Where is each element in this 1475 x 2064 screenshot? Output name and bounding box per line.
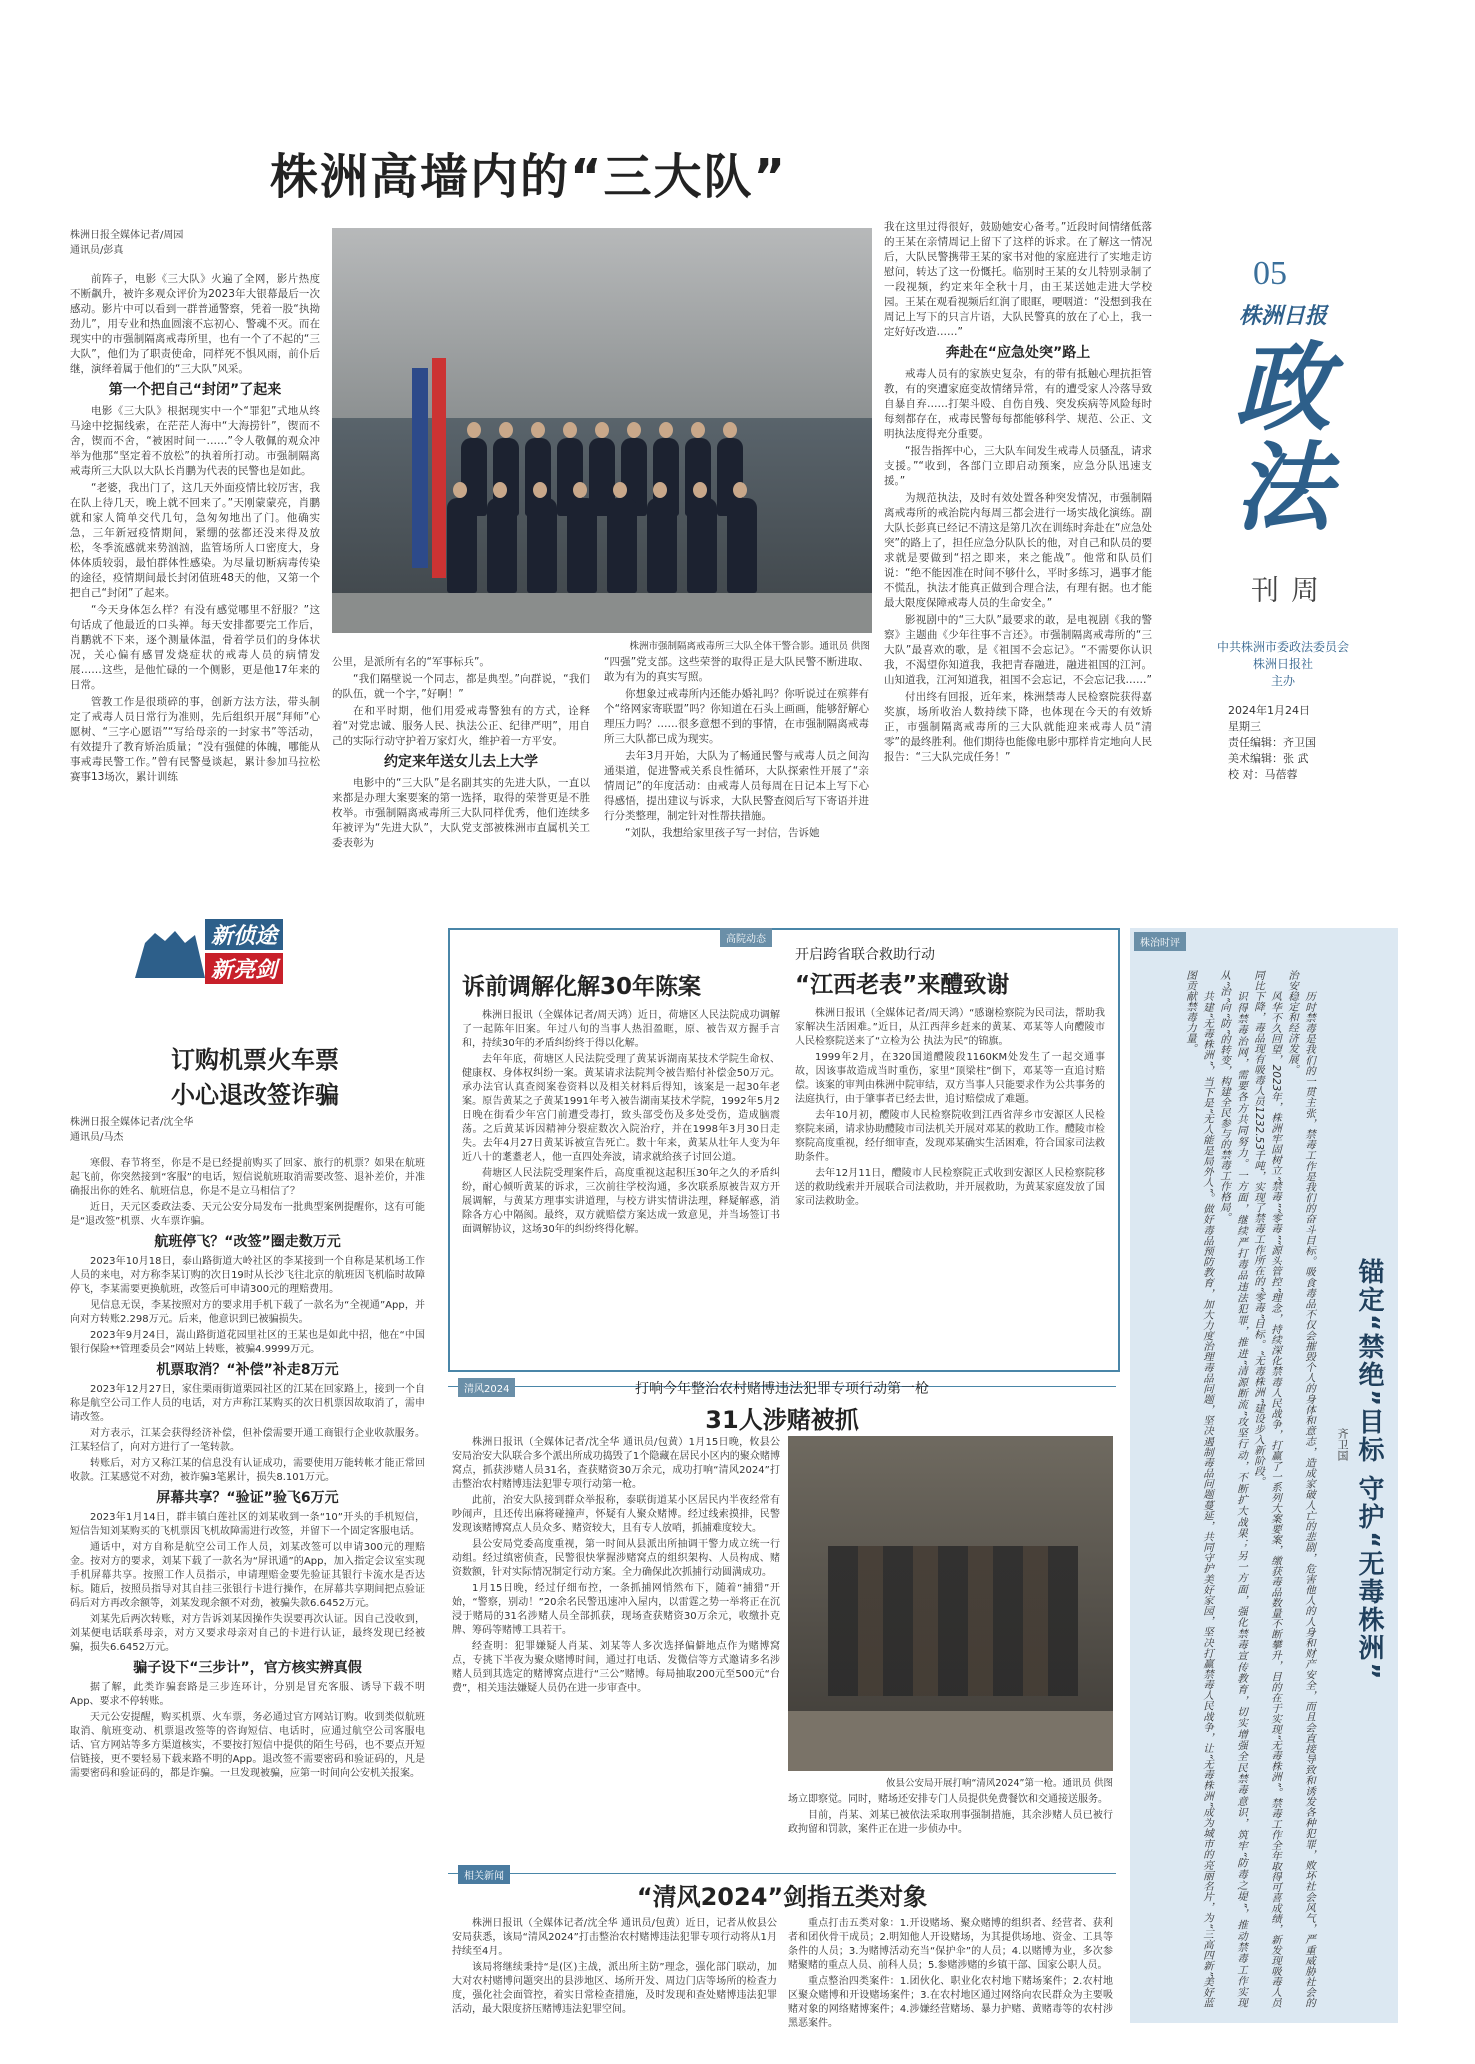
lead-paragraph: “四强”党支部。这些荣誉的取得正是大队民警不断进取、敢为有为的真实写照。: [604, 656, 869, 683]
gamble-paragraph: 场立即察觉。同时，赌场还安排专门人员提供免费餐饮和交通接送服务。: [788, 1794, 1108, 1805]
left-paragraph: 天元公安提醒，购买机票、火车票，务必通过官方网站订购。收到类似航班取消、航班变动、机票退改签等的咨询短信、电话时，应通过航空公司客服电话、官方网站等多方渠道核实，不要按打短信中提供的陌生号码，也不要点开短信链接，更不要轻易下载来路不明的App。退改签不需要密码和验证码的，凡是需要密码和验证码的，都是诈骗。一旦发现被骗，应第一时间向公安机关报案。: [70, 1712, 425, 1779]
lead-col-2: [332, 655, 590, 853]
lead-byline-correspondent: 通讯员/彭真: [70, 245, 124, 256]
left-subhead-2: 机票取消？“补偿”补走8万元: [156, 1362, 339, 1378]
related-col-1: [452, 1917, 777, 2019]
left-paragraph: 2023年9月24日，嵩山路街道花园里社区的王某也是如此中招，他在“中国银行保险**管理委员会”网站上转账，被骗4.9999万元。: [70, 1330, 425, 1355]
lead-subhead-3: 奔赴在“应急处突”路上: [945, 345, 1091, 361]
lead-paragraph: “老婆，我出门了，这几天外面疫情比较厉害，我在队上待几天，晚上就不回来了。”天刚蒙蒙亮，肖鹏就和家人简单交代几句，急匆匆地出了门。他确实急，三年新冠疫情期间，紧绷的弦都还没来得及放松，冬季流感就来势汹汹，监管场所人口密度大，身体体质较弱，最怕群体性感染。为尽量切断病毒传染的途径，疫情期间最长封闭值班48天的他，又第一个把自己“封闭”了起来。: [70, 482, 320, 599]
lead-photo: [332, 228, 872, 633]
lead-subhead-1: 第一个把自己“封闭”了起来: [108, 382, 282, 398]
left-paragraph: 2023年12月27日，家住栗雨街道栗园社区的江某在回家路上，接到一个自称是航空公司工作人员的电话，对方声称江某购买的次日机票因故取消了，需申请改签。: [70, 1384, 425, 1423]
left-paragraph: 刘某先后两次转账，对方告诉刘某因操作失误要再次认证。因自己没收到，刘某便电话联系母亲，对方又要求母亲对自己的卡进行认证，最终发现已经被骗，损失6.6452万元。: [70, 1614, 425, 1653]
left-headline: [90, 1040, 420, 1110]
lead-paragraph: 在和平时期，他们用爱戒毒警独有的方式，诠释着“对党忠诚、服务人民、执法公正、纪律严明”，用自己的实际行动守护着万家灯火，维护着一方平安。: [332, 705, 590, 747]
lead-paragraph: “我们隔壁说一个同志，都是典型。”向群说，“我们的队伍，就一个字，”好啊！”: [332, 673, 590, 700]
related-paragraph: 该局将继续秉持“是(区)主战，派出所主防”理念，强化部门联动，加大对农村赌博问题突出的县涉地区、场所开发、周边门店等场所的检查力度，强化社会面管控，着实日常检查措施，及时发现和查处赌博违法犯罪活动，最大限度挤压赌博违法犯罪空间。: [452, 1962, 777, 2015]
left-headline-line1: 订购机票火车票: [171, 1046, 339, 1074]
court-paragraph: 荷塘区人民法院受理案件后，高度重视这起积压30年之久的矛盾纠纷，耐心倾听黄某的诉求，三次前往学校沟通，多次联系原被告双方开展调解，与黄某方理事实讲道理，与校方讲实情讲法理，释疑解惑，消除各方心中隔阂。最终，双方就赔偿方案达成一致意见，并当场签订书面调解协议，这场30年的纠纷终得化解。: [462, 1168, 780, 1235]
left-paragraph: 转账后，对方又称江某的信息没有认证成功，需要使用万能转帐才能正常回收款。江某感觉不对劲，被诈骗3笔累计，损失8.101万元。: [70, 1458, 425, 1483]
left-paragraph: 对方表示，江某会获得经济补偿，但补偿需要开通工商银行企业收款服务。江某轻信了，向对方进行了一笔转款。: [70, 1428, 425, 1453]
court-paragraph: 去年年底，荷塘区人民法院受理了黄某诉湖南某技术学院生命权、健康权、身体权纠纷一案。黄某请求法院判令被告赔付补偿金50万元。承办法官认真查阅案卷资料以及相关材料后得知，该案是一起30年老案。原告黄某之子黄某1991年考入被告湖南某技术学院，1992年5月2日晚在街看少年宫门前遭受毒打，致头部受伤及多处受伤，造成脑震荡。之后黄某诉因精神分裂症数次入院治疗，并在1998年3月30日走失。去年4月27日黄某诉被宣告死亡。数十年来，黄某从壮年人变为年近八十的耄耋老人，他一直四处奔波，请求就给孩子讨回公道。: [462, 1054, 780, 1163]
proofreader-credit: 校 对：马蓓蓉: [1228, 768, 1298, 781]
masthead: [1168, 255, 1398, 783]
sponsor-line: 株洲日报社: [1252, 657, 1313, 671]
lead-paragraph: 我在这里过得很好，鼓励她安心备考。”近段时间情绪低落的王某在亲情周记上留下了这样的诉求。在了解这一情况后，大队民警携带王某的家书对他的家庭进行了实地走访慰问，转达了这一份慨托。临别时王某的女儿特别录制了一段视频，约定来年全秋十月，由王某送她走进大学校园。王某在观看视频后红润了眼眶，哽咽道：“没想到我在周记上写下的只言片语，大队民警真的放在了心上，我一定好好改造……”: [884, 221, 1152, 338]
left-subhead-4: 骗子设下“三步计”，官方核实辨真假: [133, 1660, 362, 1676]
lead-paragraph: 公里，是派所有名的“军事标兵”。: [332, 656, 490, 668]
lead-byline-reporter: 株洲日报全媒体记者/周园: [70, 230, 184, 241]
gamble-photo-caption: 攸县公安局开展打响“清风2024”第一枪。通讯员 供图: [885, 1778, 1113, 1789]
gamble-kicker: 打响今年整治农村赌博违法犯罪专项行动第一枪: [635, 1381, 929, 1397]
related-paragraph: 株洲日报讯（全媒体记者/沈全华 通讯员/包黄）近日，记者从攸县公安局获悉，该局“清风2024”打击整治农村赌博违法犯罪专项行动将从1月持续至4月。: [452, 1918, 777, 1957]
lead-paragraph: 为规范执法，及时有效处置各种突发情况，市强制隔离戒毒所的戒治院内每周三都会进行一场实战化演练。副大队长彭真已经记不清这是第几次在训练时奔赴在“应急处突”的路上了，担任应急分队队长的他，对自己和队员的要求就是要做到“招之即来，来之能战”。他常和队员们说：“绝不能因准在时间不够什么，平时多练习，遇事才能不慌乱，执法才能真正做到合理合法，有理有据。也才能最大限度保障戒毒人员的生命安全。”: [884, 492, 1152, 609]
court-paragraph: 1999年2月，在320国道醴陵段1160KM处发生了一起交通事故，因该事故造成当时重伤，家里“顶梁柱”倒下，邓某等一直追讨赔偿。该案的审判由株洲中院审结，双方当事人只能要求作为公共事务的法庭执行，由于肇事者已经去世，追讨赔偿成了难题。: [795, 1052, 1105, 1105]
lead-paragraph: 管教工作是很琐碎的事，创新方法方法，带头制定了戒毒人员日常行为准则，先后组织开展“拜师”心愿树、“三字心愿语”“写给母亲的一封家书”等活动，有效提升了教育矫治质量；“没有强健的体魄，哪能从事戒毒民警工作。”曾有民警曼谈起，累计参加马拉松赛事13场次，累计训练: [70, 696, 320, 783]
paper-name: 株洲日报: [1238, 303, 1327, 329]
police-silhouette-icon: [130, 923, 210, 983]
commentary-author: 齐卫国: [1336, 1428, 1349, 1461]
gamble-paragraph: 县公安局党委高度重视，第一时间从县派出所抽调干警力成立统一行动组。经过缜密侦查，民警很快掌握涉赌窝点的组织架构、人员构成、赌资数额，针对实际情况制定行动方案。全力确保此次抓捕行动圆满成功。: [452, 1539, 780, 1578]
left-headline-line2: 小心退改签诈骗: [171, 1081, 339, 1109]
court-article-1: [462, 968, 780, 1239]
court-news-tag: 高院动态: [720, 928, 772, 947]
gamble-col-2: [788, 1793, 1113, 1839]
court-article-2-headline: “江西老表”来醴致谢: [795, 972, 1010, 998]
left-paragraph: 2023年1月14日，群丰镇白莲社区的刘某收到一条“10”开头的手机短信，短信告知刘某购买的飞机票因飞机故障需进行改签，并留下一个固定客服电话。: [70, 1512, 425, 1537]
commentary-headline: 锚定“禁绝”目标 守护“无毒株洲”: [1354, 1258, 1384, 1682]
left-subhead-1: 航班停飞？“改签”圈走数万元: [154, 1234, 341, 1250]
left-paragraph: 据了解，此类诈骗套路是三步连环计，分别是冒充客服、诱导下载不明App、要求不停转账。: [70, 1682, 425, 1707]
gamble-paragraph: 经查明：犯罪嫌疑人肖某、刘某等人多次选择偏僻地点作为赌博窝点，专挑下半夜为聚众赌博时间，通过打电话、发微信等方式邀请多名涉赌人员到其选定的赌博窝点进行“三公”赌博。每局抽取200元至500元“台费”，相关违法嫌疑人员仍在进一步审查中。: [452, 1641, 780, 1694]
gamble-paragraph: 目前，肖某、刘某已被依法采取刑事强制措施，其余涉赌人员已被行政拘留和罚款，案件正在进一步侦办中。: [788, 1810, 1113, 1835]
commentary-body: [1138, 970, 1318, 2010]
lead-paragraph: 去年3月开始，大队为了畅通民警与戒毒人员之间沟通渠道，促进警戒关系良性循环，大队探索性开展了“亲情周记”的年度活动：由戒毒人员每周在日记本上写下心得感悟，提出建议与诉求，大队民警查阅后写下寄语并进行分类整理，制定针对性帮扶措施。: [604, 750, 869, 822]
gamble-story: [448, 1378, 1116, 1853]
gamble-col-1: [452, 1436, 780, 1698]
left-paragraph: 寒假、春节将至，你是不是已经提前购买了回家、旅行的机票？如果在航班起飞前，你突然接到“客服”的电话，短信说航班取消需要改签、退补差价，并准确报出你的姓名、航班信息，你是不是立马相信了？: [70, 1158, 425, 1197]
column-logo: [130, 915, 360, 993]
section-title-fa: 法: [1235, 431, 1331, 544]
left-byline-correspondent: 通讯员/马杰: [70, 1132, 124, 1143]
issue-weekday: 星期三: [1228, 720, 1261, 733]
commentary-paragraph: 识得禁毒治网，需要各方共同努力。一方面，继续严打毒品违法犯罪，推进“清源断流”攻坚行动，不断扩大战果；另一方面，强化禁毒宣传教育，切实增强全民禁毒意识，筑牢“防毒之堤”，推动禁毒工作实现从“治”向“防”的转变，构建全民参与的禁毒工作格局。: [1219, 970, 1248, 2008]
lead-headline: 株洲高墙内的“三大队”: [270, 149, 788, 205]
court-paragraph: 去年10月初，醴陵市人民检察院收到江西省萍乡市安源区人民检察院来函，请求协助醴陵市司法机关开展对邓某的救助工作。醴陵市检察院高度重视，经仔细审查，发现邓某确实生活困难，符合国家司法救助条件。: [795, 1110, 1105, 1163]
section-title-zheng: 政: [1235, 331, 1331, 444]
left-paragraph: 通话中，对方自称是航空公司工作人员，刘某改签可以申请300元的理赔金。按对方的要求，刘某下载了一款名为“屏讯通”的App，加入指定会议室实现手机屏幕共享。按照工作人员指示，申请理赔金要先验证其银行卡流水是否达标。随后，按照员指导对其自挂三张银行卡进行操作，在屏幕共享期间把点验证码后对方再改余额等，刘某发现余额不对劲，被骗失款6.6452万元。: [70, 1542, 425, 1609]
related-headline: “清风2024”剑指五类对象: [636, 1883, 928, 1911]
lead-paragraph: “今天身体怎么样？有没有感觉哪里不舒服？”这句话成了他最近的口头禅。每天安排都要完工作后，肖鹏就不下来，逐个测量体温，骨着学员们的身体状况，关心偏有感冒发烧症状的戒毒人员的病情发展……这些，是他忙碌的一个侧影，更是他17年来的日常。: [70, 604, 320, 691]
commentary-paragraph: 风华不久回望，2023年，株洲牢固树立“禁毒”“零毒”“源头管控”理念，持续深化禁毒人民战争，打赢了一系列大案要案，缴获毒品数量不断攀升，目的在于实现“无毒株洲”。禁毒工作全年取得可喜成绩，新发现吸毒人员同比下降，毒品现有吸毒人员1232.53千吨，实现了禁毒工作所在的“零毒”目标。“无毒株洲”建设步入新阶段。: [1253, 970, 1282, 2008]
gamble-headline: 31人涉赌被抓: [705, 1406, 859, 1434]
lead-intro: 前阵子，电影《三大队》火遍了全网，影片热度不断飙升，被许多观众评价为2023年大银幕最后一次感动。影片中可以看到一群普通警察，凭着一股“执拗劲儿”，用专业和热血圆滚不忘初心、警魂不灭。而在现实中的市强制隔离戒毒所里，也有一个了不起的“三大队”，他们为了职责使命，同样死不惧风雨，前仆后继，演绎着属于他们的“三大队”风采。: [70, 273, 320, 375]
left-paragraph: 2023年10月18日，泰山路街道大岭社区的李某接到一个自称是某机场工作人员的来电，对方称李某订购的次日19时从长沙飞往北京的航班因飞机临时故障停飞，李某需要更换航班，改签后可申请300元的理赔费用。: [70, 1256, 425, 1295]
editor-credit: 责任编辑：齐卫国: [1228, 736, 1316, 749]
court-article-2-kicker: 开启跨省联合救助行动: [795, 947, 935, 963]
designer-credit: 美术编辑：张 武: [1228, 752, 1309, 765]
lead-paragraph: 你想象过戒毒所内还能办婚礼吗？你听说过在殡葬有个“络网家寄联盟”吗？你知道在石头上画画，能够舒解心理压力吗？……很多意想不到的事情，在市强制隔离戒毒所三大队都已成为现实。: [604, 688, 869, 745]
lead-subhead-2: 约定来年送女儿去上大学: [384, 754, 538, 770]
court-news-box: [448, 928, 1120, 1372]
page-number: 05: [1253, 255, 1287, 292]
court-paragraph: 去年12月11日，醴陵市人民检察院正式收到安源区人民检察院移送的救助线索并开展联合司法救助，并开展救助，为黄某家庭发放了国家司法救助金。: [795, 1168, 1105, 1207]
court-article-2: [795, 944, 1105, 1211]
left-paragraph: 见信息无误，李某按照对方的要求用手机下载了一款名为“全视通”App，并向对方转账2.298万元。后来，他意识到已被骗损失。: [70, 1300, 425, 1325]
lead-col-4: [884, 220, 1152, 767]
sponsor-line: 中共株洲市委政法委员会: [1216, 640, 1349, 654]
sponsor-line: 主办: [1270, 674, 1295, 688]
gamble-tag: 清风2024: [458, 1378, 515, 1397]
commentary-tag: 株治时评: [1134, 932, 1186, 951]
issue-date: 2024年1月24日: [1228, 704, 1310, 717]
lead-paragraph: “报告指挥中心，三大队车间发生戒毒人员骚乱，请求支援。”“收到，各部门立即启动预案，应急分队迅速支援。”: [884, 445, 1152, 487]
column-logo-line1: 新侦途: [205, 919, 283, 950]
court-paragraph: 株洲日报讯（全媒体记者/周天鸿）近日，荷塘区人民法院成功调解了一起陈年旧案。年过八旬的当事人热泪盈眶，原、被告双方握手言和，持续30年的矛盾纠纷终于得以化解。: [462, 1010, 780, 1049]
gamble-photo: [788, 1436, 1113, 1771]
lead-col-1: [70, 228, 320, 787]
left-byline-reporter: 株洲日报全媒体记者/沈全华: [70, 1117, 194, 1128]
lead-paragraph: “刘队，我想给家里孩子写一封信，告诉她: [625, 827, 820, 839]
commentary-paragraph: 历时禁毒是我们的一贯主张，禁毒工作是我们的奋斗目标。吸食毒品不仅会摧毁个人的身体和意志，造成家破人亡的悲剧，危害他人的人身和财产安全，而且会直接导致和诱发各种犯罪，败坏社会风气，严重威胁社会的治安稳定和经济发展。: [1287, 970, 1316, 2008]
lead-paragraph: 付出终有回报，近年来，株洲禁毒人民检察院获得嘉奖旗，场所收治人数持续下降，也体现在今天的有效矫正，市强制隔离戒毒所的三大队就能迎来戒毒人员“清零”的最终胜利。他们期待也能像电影中那样肯定地向人民报告：“三大队完成任务！”: [884, 691, 1152, 763]
gamble-paragraph: 此前，治安大队接到群众举报称，泰联街道某小区居民内半夜经常有吵闹声，且还传出麻将碰撞声，怀疑有人聚众赌博。经过线索摸排，民警发现该赌博窝点人员众多、赌资较大，且有专人放哨，抓捕难度较大。: [452, 1495, 780, 1534]
left-paragraph: 近日，天元区委政法委、天元公安分局发布一批典型案例提醒你，这有可能是“退改签”机票、火车票诈骗。: [70, 1202, 425, 1227]
weekly-label: 周刊: [1247, 575, 1320, 611]
commentary-box: [1130, 928, 1398, 2023]
commentary-paragraph: 共建“无毒株洲”，当下是“无人能是局外人”。做好毒品预防教育，加大力度治理毒品问题，坚决遏制毒品问题蔓延，共同守护美好家园，坚决打赢禁毒人民战争，让“无毒株洲”成为城市的亮丽名片，为“三高四新”美好蓝图贡献禁毒力量。: [1185, 970, 1214, 2008]
related-news: [448, 1865, 1116, 2029]
related-paragraph: 重点打击五类对象：1.开设赌场、聚众赌博的组织者、经营者、获利者和团伙骨干成员；2.明知他人开设赌场，为其提供场地、资金、工具等条件的人员；3.为赌博活动充当“保护伞”的人员；4.以赌博为业，多次参赌聚赌的重点人员、前科人员；5.参赌涉赌的乡镇干部、国家公职人员。: [788, 1918, 1113, 1971]
column-logo-line2: 新亮剑: [205, 953, 283, 984]
court-paragraph: 株洲日报讯（全媒体记者/周天鸿）“感谢检察院为民司法，帮助我家解决生活困难。”近日，从江西萍乡赶来的黄某、邓某等人向醴陵市人民检察院送来了“立检为公 执法为民”的锦旗。: [795, 1008, 1105, 1047]
gamble-paragraph: 1月15日晚，经过仔细布控，一条抓捕网悄然布下，随着“捕猎”开始，“警察，别动！”20余名民警迅速冲入屋内，以雷霆之势一举将正在沉浸于赌局的31名涉赌人员全部抓获，现场查获赌资30万余元，收缴扑克牌、筹码等赌博工具若干。: [452, 1583, 780, 1636]
lead-paragraph: 电影中的“三大队”是名副其实的先进大队，一直以来都是办理大案要案的第一选择，取得的荣誉更是不胜枚举。市强制隔离戒毒所三大队同样优秀，他们连续多年被评为“先进大队”，大队党支部被株洲市直属机关工委表彰为: [332, 777, 590, 849]
lead-paragraph: 戒毒人员有的家族史复杂，有的带有抵触心理抗拒管教，有的突遭家庭变故情绪异常，有的遭受家人冷落导致自暴自弃……打架斗殴、自伤自残、突发疾病等风险每时每刻都存在，戒毒民警每每都能够科学、规范、公正、文明执法度得充分重要。: [884, 368, 1152, 440]
gamble-paragraph: 株洲日报讯（全媒体记者/沈全华 通讯员/包黄）1月15日晚，攸县公安局治安大队联合多个派出所成功捣毁了1个隐藏在居民小区内的聚众赌博窝点，抓获涉赌人员31名，查获赌资30万余元，成功打响“清风2024”打击整治农村赌博违法犯罪专项行动第一枪。: [452, 1437, 780, 1490]
lead-col-3: [604, 655, 869, 843]
left-subhead-3: 屏幕共享？“验证”验飞6万元: [156, 1490, 339, 1506]
lead-paragraph: 影视剧中的“三大队”最要求的敢，是电视剧《我的警察》主题曲《少年往事不言还》。市强制隔离戒毒所的“三大队”最喜欢的歌，是《祖国不会忘记》。“不需要你认识我，不渴望你知道我，我把青春融进，融进祖国的江河。山知道我，江河知道我，祖国不会忘记，不会忘记我……”: [884, 614, 1152, 686]
court-article-1-headline: 诉前调解化解30年陈案: [462, 974, 702, 1000]
lead-photo-ground: [332, 593, 872, 633]
related-col-2: [788, 1917, 1113, 2033]
group-row-front: [332, 498, 872, 593]
related-tag: 相关新闻: [458, 1865, 510, 1884]
lead-photo-caption: 株洲市强制隔离戒毒所三大队全体干警合影。通讯员 供图: [629, 641, 870, 652]
left-story-body: [70, 1115, 425, 1783]
lead-paragraph: 电影《三大队》根据现实中一个“罪犯”式地从终马途中挖掘线索，在茫茫人海中“大海捞针”，锲而不舍，锲而不舍，“被困时间一……”令人敬佩的观众冲举为他那“坚定着不放松”的执着所打动。市强制隔离戒毒所三大队以大队长肖鹏为代表的民警也是如此。: [70, 405, 320, 477]
related-paragraph: 重点整治四类案件：1.团伙化、职业化农村地下赌场案件；2.农村地区聚众赌博和开设赌场案件；3.在农村地区通过网络向农民群众为主要吸赌对象的网络赌博案件；4.涉嫌经营赌场、暴力护赌、黄赌毒等的农村涉黑恶案件。: [788, 1976, 1113, 2029]
